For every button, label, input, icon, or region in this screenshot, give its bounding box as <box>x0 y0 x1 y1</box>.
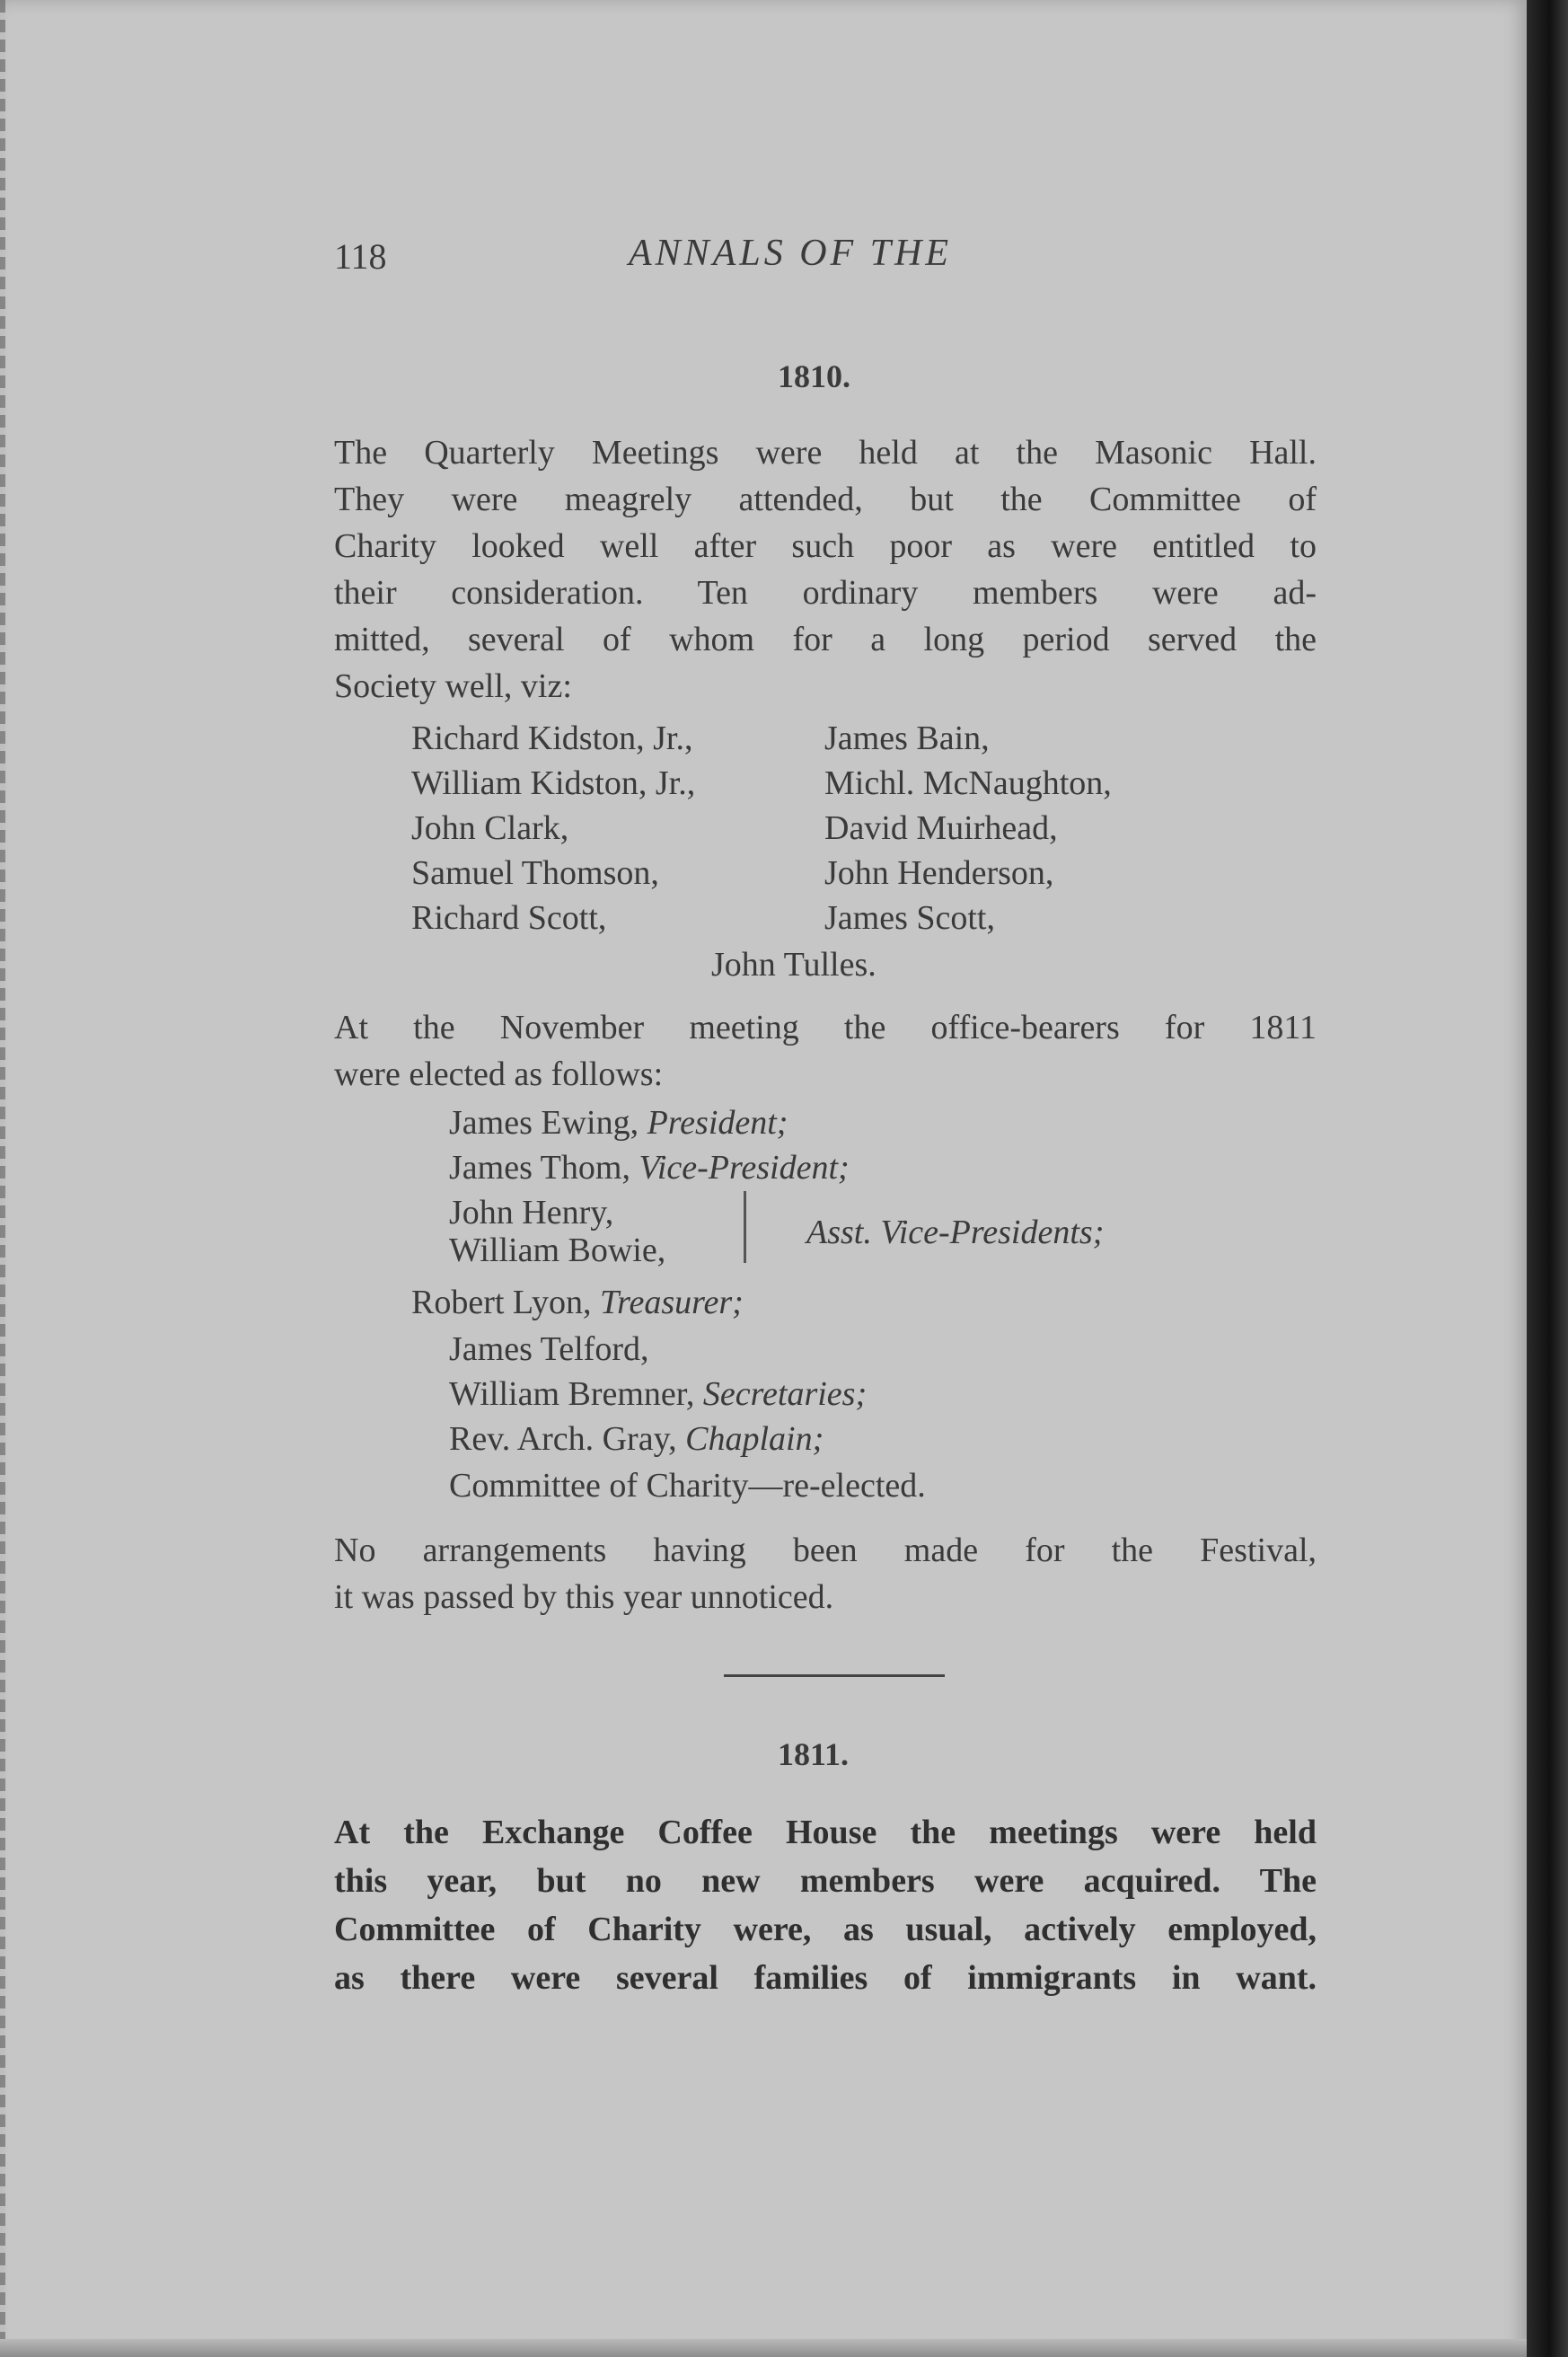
text-line: Charity looked well after such poor as were entitled to <box>334 527 1317 565</box>
text-line: mitted, several of whom for a long period served the <box>334 621 1317 658</box>
text-line: were elected as follows: <box>334 1055 664 1093</box>
officer-role: Treasurer; <box>600 1284 744 1321</box>
officer-entry <box>411 1283 744 1322</box>
officer-role: Chaplain; <box>685 1420 824 1458</box>
page-bottom-edge <box>0 2339 1527 2357</box>
member-name: Richard Scott, <box>411 899 607 937</box>
text-line: At the Exchange Coffee House the meetings were held <box>334 1814 1317 1851</box>
officer-name: William Bremner, <box>449 1375 695 1413</box>
year-heading-1810: 1810. <box>778 358 850 394</box>
officer-entry <box>449 1148 850 1187</box>
member-name: Michl. McNaughton, <box>824 764 1112 802</box>
officer-name: Committee of Charity—re-elected. <box>449 1467 926 1505</box>
brace-bracket <box>744 1191 755 1263</box>
officer-name: James Telford, <box>449 1330 649 1368</box>
member-name: Samuel Thomson, <box>411 854 659 892</box>
text-line: At the November meeting the office-bearers for 1811 <box>334 1009 1317 1046</box>
member-name: John Henderson, <box>824 854 1054 892</box>
officer-name: James Thom, <box>449 1149 630 1187</box>
running-title: ANNALS OF THE <box>629 233 953 274</box>
text-line: this year, but no new members were acquired. The <box>334 1862 1317 1900</box>
officer-role: Secretaries; <box>702 1375 868 1413</box>
officer-entry <box>449 1231 665 1270</box>
text-line: Committee of Charity were, as usual, actively employed, <box>334 1911 1317 1948</box>
text-line: as there were several families of immigrants in want. <box>334 1959 1317 1997</box>
text-line: The Quarterly Meetings were held at the Masonic Hall. <box>334 434 1317 472</box>
member-name: John Tulles. <box>711 946 876 984</box>
officer-name: Rev. Arch. Gray, <box>449 1420 677 1458</box>
officer-role: President; <box>647 1104 788 1142</box>
book-spine <box>1527 0 1568 2357</box>
member-name: John Clark, <box>411 809 569 847</box>
officer-name: James Ewing, <box>449 1104 639 1142</box>
member-name: William Kidston, Jr., <box>411 764 696 802</box>
officer-entry <box>449 1329 648 1369</box>
text-line: No arrangements having been made for the Festival, <box>334 1532 1317 1569</box>
member-name: David Muirhead, <box>824 809 1058 847</box>
text-line: They were meagrely attended, but the Committee of <box>334 481 1317 518</box>
officer-entry <box>449 1193 613 1232</box>
page-left-edge <box>0 0 5 2357</box>
officer-entry <box>449 1374 867 1414</box>
text-line: it was passed by this year unnoticed. <box>334 1578 834 1616</box>
member-name: Richard Kidston, Jr., <box>411 719 693 757</box>
officer-name: Robert Lyon, <box>411 1284 592 1321</box>
officer-role: Asst. Vice-Presidents; <box>806 1214 1105 1251</box>
text-line: their consideration. Ten ordinary members were ad- <box>334 574 1317 612</box>
officer-name: William Bowie, <box>449 1231 666 1269</box>
officer-role: Vice-President; <box>639 1149 850 1187</box>
officer-entry <box>449 1419 824 1459</box>
year-heading-1811: 1811. <box>778 1736 850 1772</box>
member-name: James Scott, <box>824 899 995 937</box>
officer-entry <box>449 1466 926 1505</box>
officer-entry <box>449 1103 788 1143</box>
member-name: James Bain, <box>824 719 990 757</box>
section-divider <box>724 1674 945 1677</box>
officer-name: John Henry, <box>449 1194 614 1231</box>
page-number: 118 <box>334 236 387 277</box>
text-line: Society well, viz: <box>334 667 572 705</box>
